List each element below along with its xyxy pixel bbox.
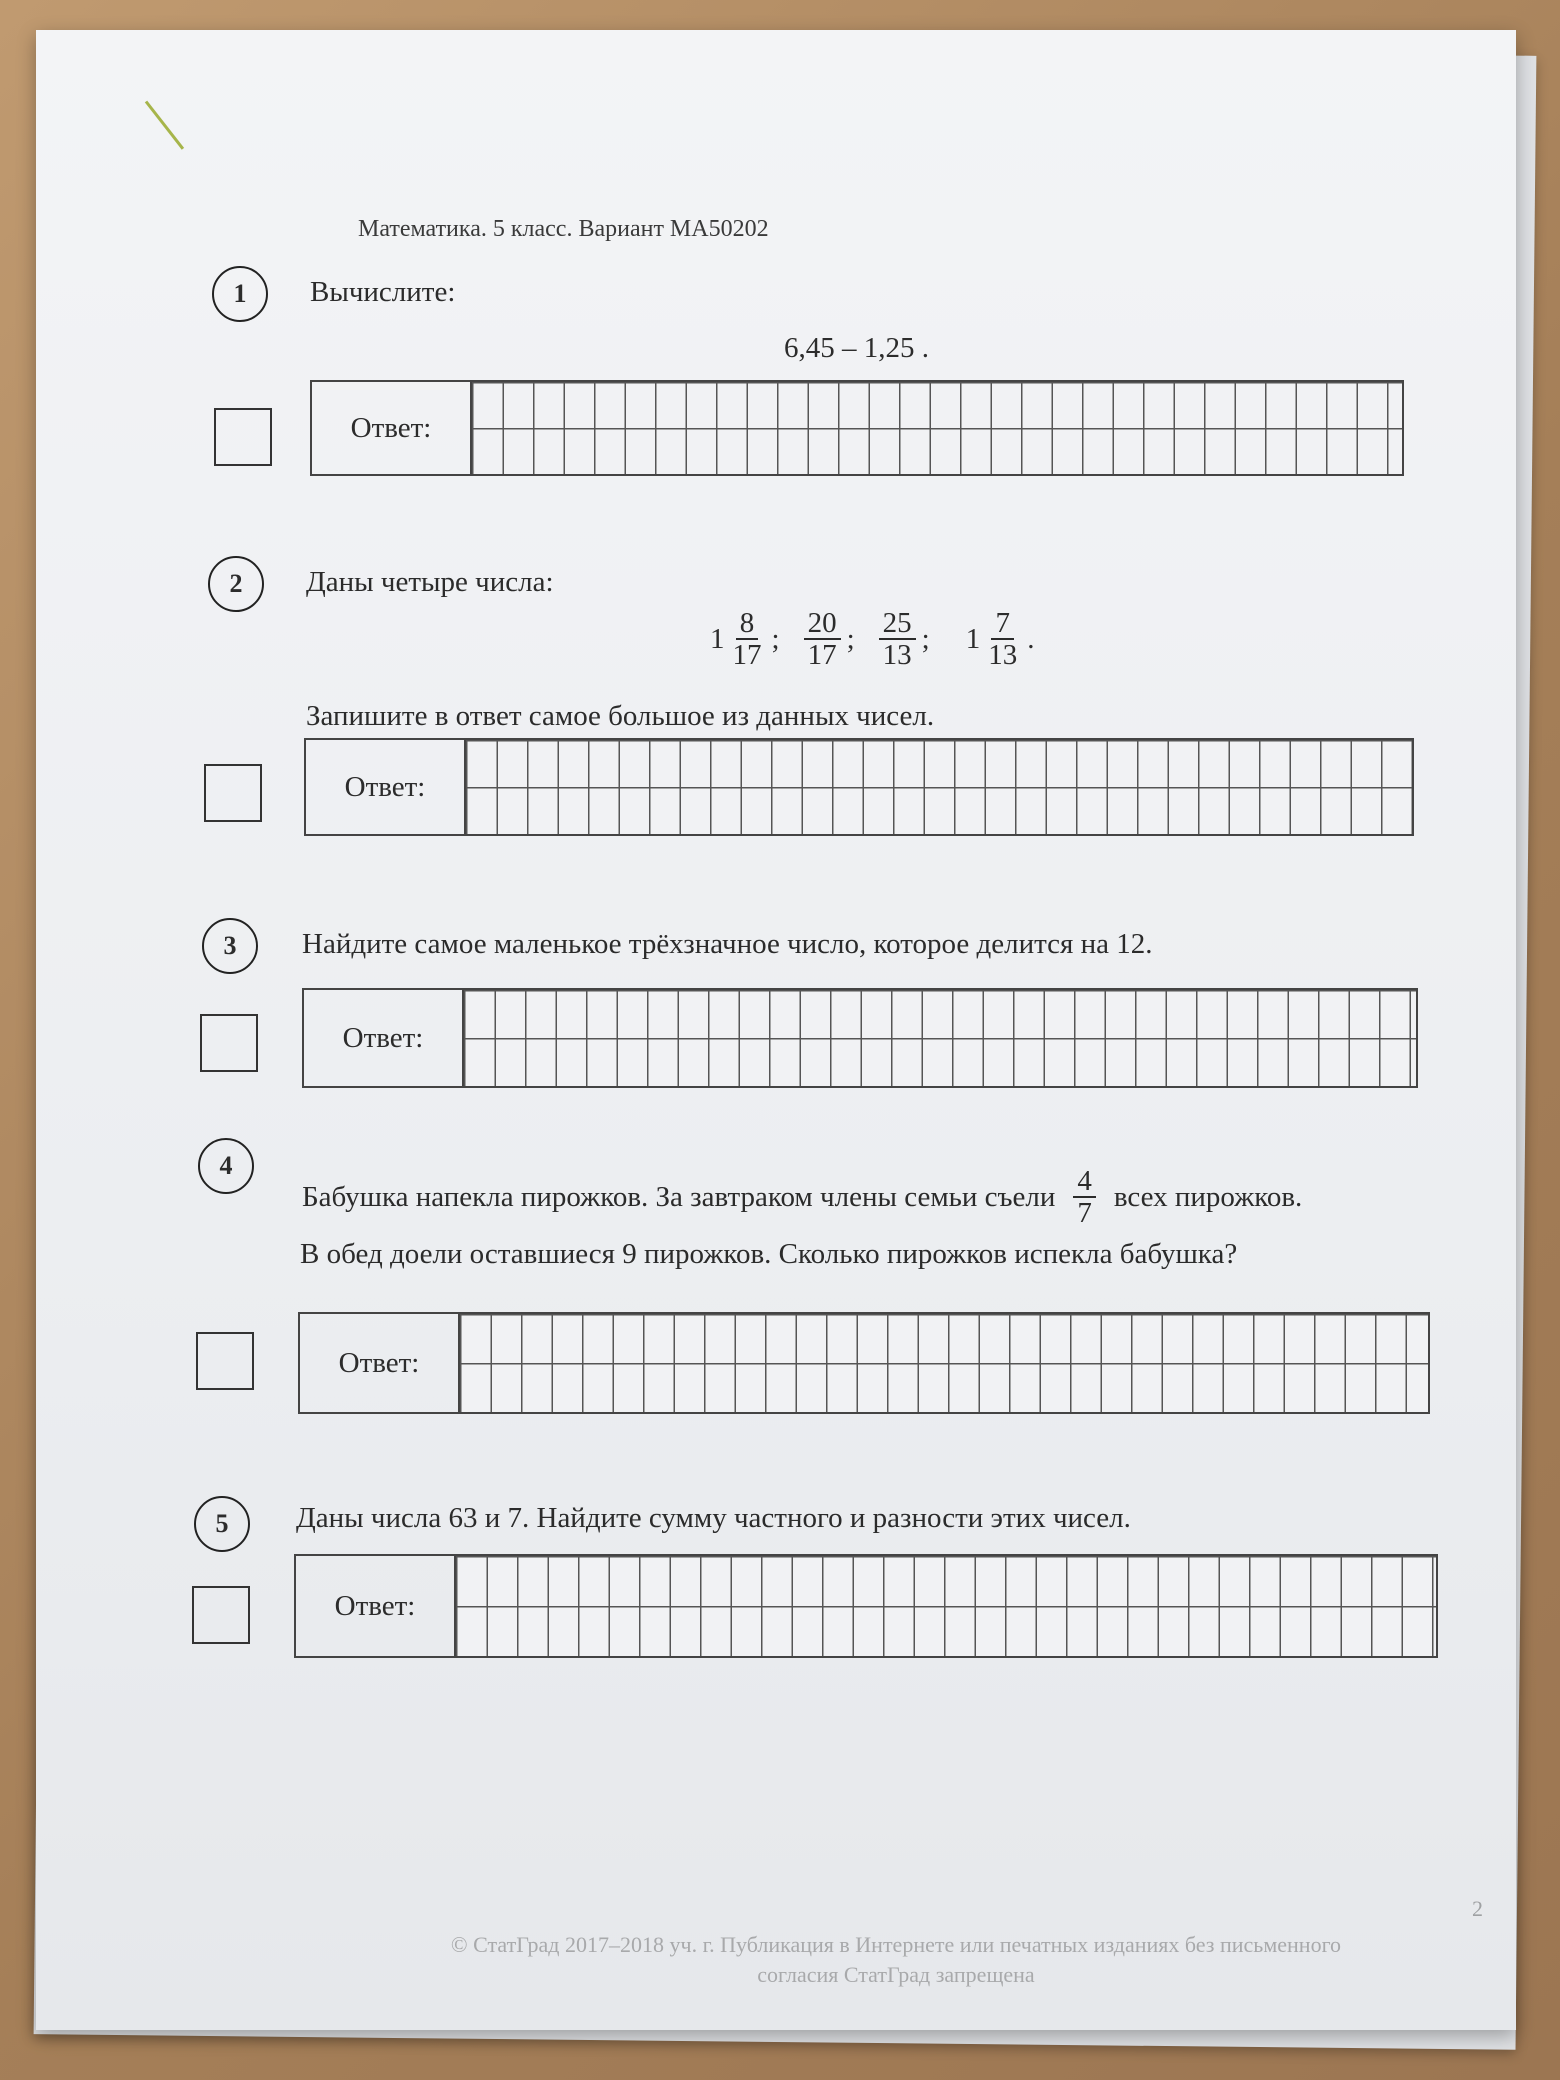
number-4-separator: . bbox=[1027, 622, 1035, 655]
task-4-answer-box bbox=[298, 1312, 1430, 1414]
task-2-answer-grid[interactable] bbox=[466, 740, 1412, 834]
task-5-number bbox=[194, 1496, 250, 1552]
number-1-whole: 1 bbox=[710, 622, 725, 655]
task-3-prompt: Найдите самое маленькое трёхзначное число, которое делится на 12. bbox=[302, 928, 1153, 960]
task-5-answer-grid[interactable] bbox=[456, 1556, 1436, 1656]
task-3-number bbox=[202, 918, 258, 974]
task-5-score-box bbox=[192, 1586, 250, 1644]
task-5-number-text: 5 bbox=[215, 1509, 229, 1538]
number-2-fraction bbox=[804, 608, 841, 671]
pencil-mark bbox=[145, 101, 184, 150]
answer-label: Ответ: bbox=[312, 382, 472, 474]
answer-label: Ответ: bbox=[300, 1314, 460, 1412]
task-1-expression: 6,45 – 1,25 . bbox=[784, 332, 929, 364]
number-3-separator: ; bbox=[921, 622, 930, 655]
task-2-score-box bbox=[204, 764, 262, 822]
task-5-prompt: Даны числа 63 и 7. Найдите сумму частного и разности этих чисел. bbox=[296, 1502, 1131, 1534]
number-3-denominator: 13 bbox=[882, 639, 912, 672]
task-5-answer-box bbox=[294, 1554, 1438, 1658]
task-1-score-box bbox=[214, 408, 272, 466]
task-3-number-text: 3 bbox=[223, 931, 237, 960]
number-1-numerator: 8 bbox=[736, 608, 759, 640]
task-3-answer-grid[interactable] bbox=[464, 990, 1416, 1086]
task-2-answer-box bbox=[304, 738, 1414, 836]
page-header: Математика. 5 класс. Вариант МА50202 bbox=[358, 216, 769, 242]
number-4-denominator: 13 bbox=[988, 639, 1018, 672]
answer-label: Ответ: bbox=[306, 740, 466, 834]
task-2-instruction: Запишите в ответ самое большое из данных чисел. bbox=[306, 700, 935, 732]
number-2-numerator: 20 bbox=[804, 608, 841, 640]
task-4-answer-grid[interactable] bbox=[460, 1314, 1428, 1412]
number-1-fraction bbox=[729, 608, 766, 671]
task-4-prompt-line-2: В обед доели оставшиеся 9 пирожков. Сколько пирожков испекла бабушка? bbox=[300, 1238, 1238, 1270]
task-4-number bbox=[198, 1138, 254, 1194]
task-1-answer-box bbox=[310, 380, 1404, 476]
task-4-score-box bbox=[196, 1332, 254, 1390]
task-4-numerator: 4 bbox=[1073, 1166, 1096, 1198]
task-4-denominator: 7 bbox=[1077, 1197, 1092, 1230]
number-4-numerator: 7 bbox=[991, 608, 1014, 640]
task-3-answer-box bbox=[302, 988, 1418, 1088]
footer-line-2: согласия СтатГрад запрещена bbox=[757, 1961, 1035, 1987]
task-1-answer-grid[interactable] bbox=[472, 382, 1402, 474]
answer-label: Ответ: bbox=[304, 990, 464, 1086]
number-2-separator: ; bbox=[846, 622, 855, 655]
task-2-prompt: Даны четыре числа: bbox=[306, 566, 554, 598]
answer-label: Ответ: bbox=[296, 1556, 456, 1656]
task-1-prompt: Вычислите: bbox=[310, 276, 456, 308]
task-4-text-after: всех пирожков. bbox=[1113, 1180, 1303, 1213]
footer-line-1: © СтатГрад 2017–2018 уч. г. Публикация в Интернете или печатных изданиях без письменного bbox=[450, 1932, 1342, 1957]
number-3-fraction bbox=[879, 608, 916, 671]
task-4-fraction bbox=[1073, 1166, 1096, 1229]
task-1-number bbox=[212, 266, 268, 322]
task-3-score-box bbox=[200, 1014, 258, 1072]
task-4-text-before: Бабушка напекла пирожков. За завтраком члены семьи съели bbox=[302, 1180, 1056, 1213]
task-1-number-text: 1 bbox=[233, 279, 247, 308]
worksheet-page bbox=[36, 30, 1516, 2030]
copyright-footer bbox=[336, 1930, 1456, 1989]
number-3-numerator: 25 bbox=[879, 608, 916, 640]
number-4-fraction bbox=[984, 608, 1021, 671]
page-number: 2 bbox=[1472, 1896, 1483, 1921]
number-2-denominator: 17 bbox=[807, 639, 837, 672]
task-2-number-text: 2 bbox=[229, 569, 243, 598]
number-1-separator: ; bbox=[771, 622, 780, 655]
number-4-whole: 1 bbox=[965, 622, 981, 655]
task-2-number bbox=[208, 556, 264, 612]
number-1-denominator: 17 bbox=[732, 639, 762, 672]
task-4-number-text: 4 bbox=[219, 1151, 233, 1180]
task-4-prompt-line-1 bbox=[302, 1166, 1302, 1229]
task-2-numbers bbox=[696, 608, 1056, 671]
